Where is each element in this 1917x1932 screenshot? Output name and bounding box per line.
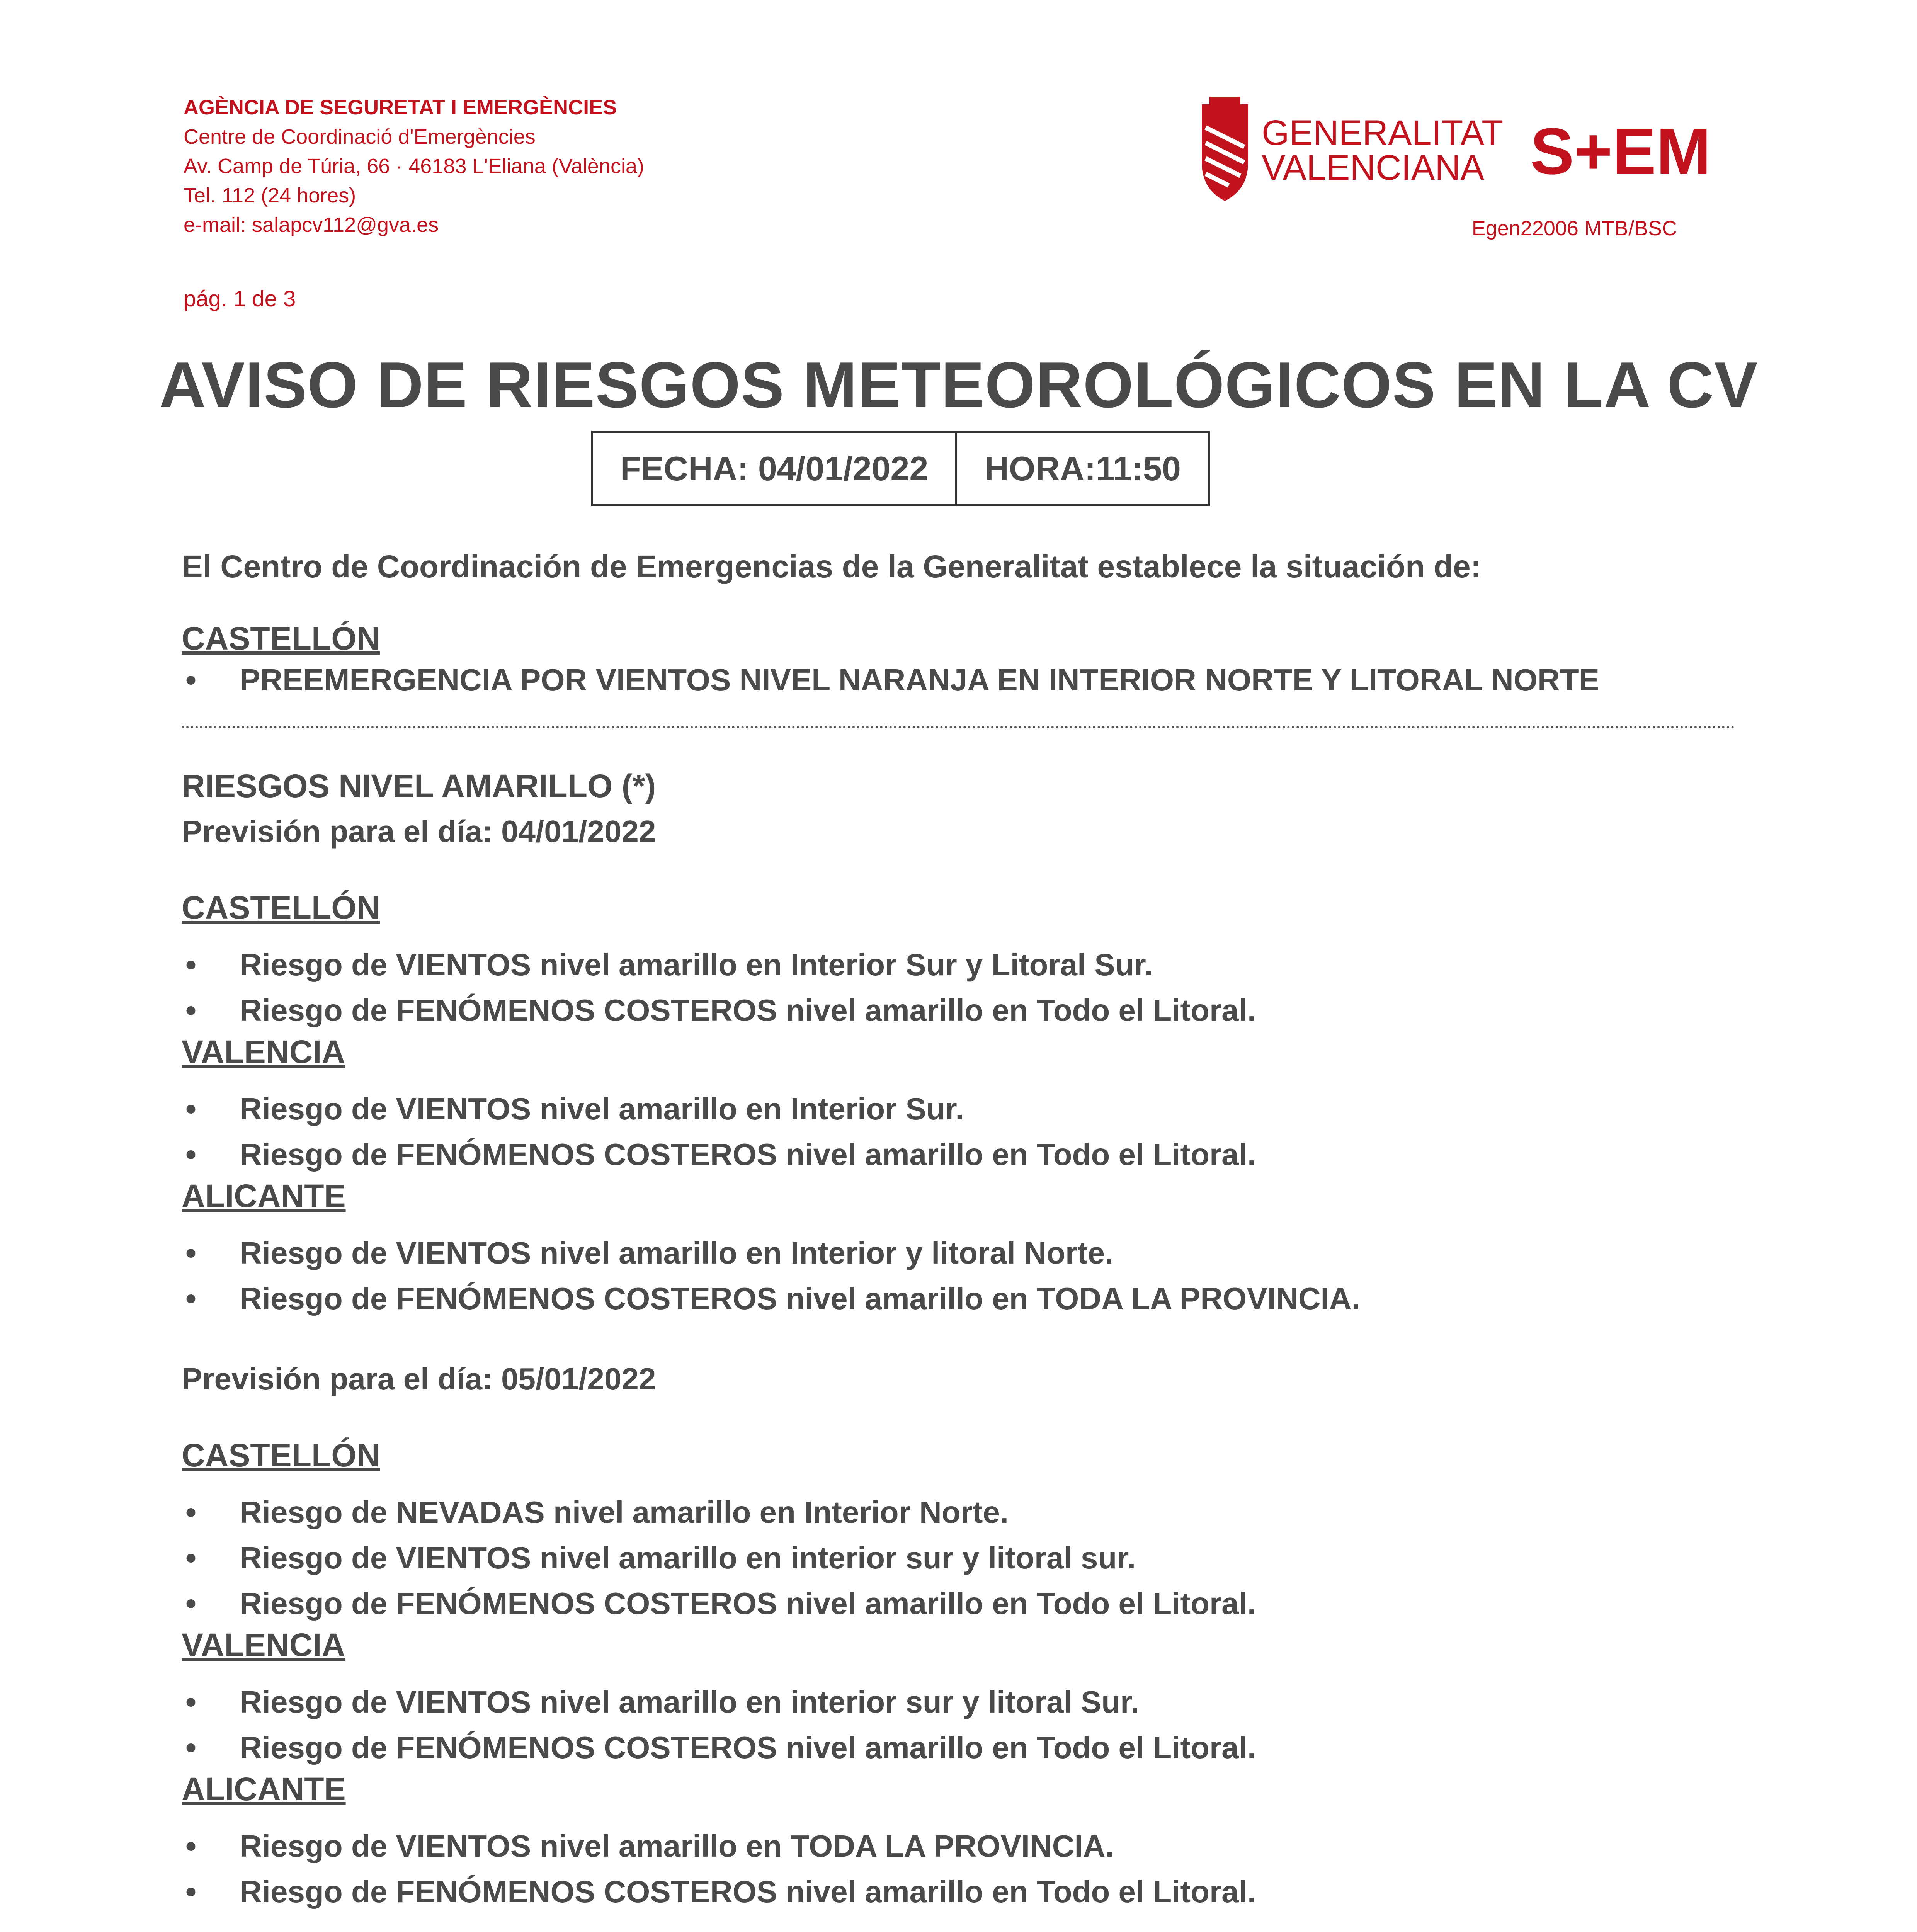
day1-castellon-list [182, 942, 1735, 1033]
day1-valencia-list [182, 1086, 1735, 1177]
generalitat-logo [1198, 93, 1504, 209]
day2-castellon: CASTELLÓN [182, 1437, 380, 1473]
list-item: • Riesgo de FENÓMENOS COSTEROS nivel amarillo en Todo el Litoral. [182, 1869, 1735, 1915]
day1-alicante-list [182, 1230, 1735, 1321]
list-item: • Riesgo de VIENTOS nivel amarillo en Interior Sur y Litoral Sur. [182, 942, 1735, 988]
agency-address: Av. Camp de Túria, 66 · 46183 L'Eliana (València) [184, 155, 644, 178]
list-item: • Riesgo de VIENTOS nivel amarillo en Interior y litoral Norte. [182, 1230, 1735, 1276]
day2-valencia-list [182, 1679, 1735, 1770]
list-item: • Riesgo de FENÓMENOS COSTEROS nivel amarillo en Todo el Litoral. [182, 988, 1735, 1033]
list-item: • Riesgo de FENÓMENOS COSTEROS nivel amarillo en Todo el Litoral. [182, 1132, 1735, 1177]
agency-name: AGÈNCIA DE SEGURETAT I EMERGÈNCIES [184, 96, 617, 119]
list-item: • Riesgo de NEVADAS nivel amarillo en Interior Norte. [182, 1490, 1735, 1535]
day2-alicante: ALICANTE [182, 1771, 346, 1807]
day1-castellon: CASTELLÓN [182, 889, 380, 926]
sem-logo [1530, 115, 1731, 188]
agency-email: e-mail: salapcv112@gva.es [184, 213, 439, 236]
pre-emergency-item: • PREEMERGENCIA POR VIENTOS NIVEL NARANJA EN INTERIOR NORTE Y LITORAL NORTE [182, 657, 1735, 703]
dotted-divider [182, 726, 1735, 728]
main-content [182, 549, 1735, 1915]
list-item: • Riesgo de VIENTOS nivel amarillo en TODA LA PROVINCIA. [182, 1823, 1735, 1869]
agency-phone: Tel. 112 (24 hores) [184, 184, 356, 207]
page-title: AVISO DE RIESGOS METEOROLÓGICOS EN LA CV [159, 349, 1758, 421]
forecast-day1-label: Previsión para el día: 04/01/2022 [182, 814, 656, 849]
time-label: HORA:11:50 [955, 433, 1208, 504]
yellow-risks-title: RIESGOS NIVEL AMARILLO (*) [182, 768, 656, 804]
list-item: • Riesgo de VIENTOS nivel amarillo en interior sur y litoral sur. [182, 1535, 1735, 1581]
agency-center: Centre de Coordinació d'Emergències [184, 125, 536, 148]
day2-castellon-list [182, 1490, 1735, 1626]
intro-text: El Centro de Coordinación de Emergencias de la Generalitat establece la situación de: [182, 549, 1482, 584]
list-item: • Riesgo de FENÓMENOS COSTEROS nivel amarillo en Todo el Litoral. [182, 1581, 1735, 1626]
day1-alicante: ALICANTE [182, 1178, 346, 1214]
date-time-box [591, 431, 1210, 506]
gv-line1: GENERALITAT [1262, 113, 1504, 153]
agency-header [184, 93, 644, 240]
day2-valencia: VALENCIA [182, 1627, 345, 1663]
sem-text: S+EM [1530, 115, 1711, 188]
list-item: • Riesgo de VIENTOS nivel amarillo en Interior Sur. [182, 1086, 1735, 1132]
gv-line2: VALENCIANA [1262, 148, 1485, 187]
date-label: FECHA: 04/01/2022 [620, 449, 929, 488]
day2-alicante-list [182, 1823, 1735, 1915]
day1-valencia: VALENCIA [182, 1034, 345, 1070]
list-item: • Riesgo de FENÓMENOS COSTEROS nivel amarillo en TODA LA PROVINCIA. [182, 1276, 1735, 1321]
pre-emergency-list [182, 657, 1735, 703]
list-item: • Riesgo de FENÓMENOS COSTEROS nivel amarillo en Todo el Litoral. [182, 1725, 1735, 1770]
pre-emergency-province: CASTELLÓN [182, 620, 380, 656]
forecast-day2-label: Previsión para el día: 05/01/2022 [182, 1362, 656, 1396]
page-number: pág. 1 de 3 [184, 286, 296, 311]
reference-code: Egen22006 MTB/BSC [1471, 217, 1677, 240]
list-item: • Riesgo de VIENTOS nivel amarillo en interior sur y litoral Sur. [182, 1679, 1735, 1725]
